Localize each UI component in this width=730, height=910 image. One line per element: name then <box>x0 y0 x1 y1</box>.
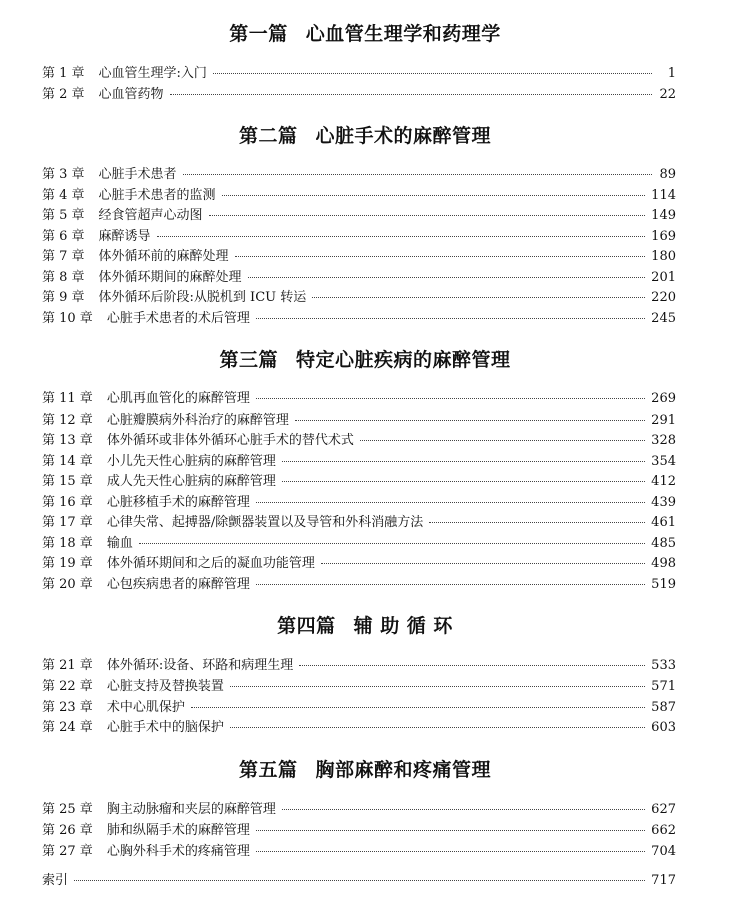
index-title: 索引 <box>42 873 69 888</box>
chapter-number: 第 3 章 <box>42 167 85 182</box>
chapter-number: 第 19 章 <box>42 556 93 571</box>
page-number: 149 <box>651 208 676 223</box>
page-number: 89 <box>659 167 676 182</box>
toc-entry[interactable] <box>42 452 676 472</box>
chapter-title: 心律失常、起搏器/除颤器装置以及导管和外科消融方法 <box>106 515 424 530</box>
toc-entry[interactable] <box>42 656 676 676</box>
toc-entry[interactable] <box>42 206 676 226</box>
page-number: 1 <box>667 66 676 81</box>
chapter-number: 第 23 章 <box>42 700 93 715</box>
chapter-number: 第 13 章 <box>42 433 93 448</box>
toc-entry[interactable] <box>42 227 676 247</box>
toc-entry[interactable] <box>42 698 676 718</box>
chapter-title: 心血管药物 <box>98 87 164 102</box>
chapter-number: 第 5 章 <box>42 208 85 223</box>
toc-entry[interactable] <box>42 247 676 267</box>
chapter-title: 心脏手术患者的术后管理 <box>106 311 250 326</box>
page-number: 717 <box>651 873 676 888</box>
chapter-number: 第 12 章 <box>42 413 93 428</box>
dot-leader <box>183 173 652 175</box>
dot-leader <box>230 726 645 728</box>
toc-entry[interactable] <box>42 718 676 738</box>
page-number: 169 <box>651 229 676 244</box>
page-number: 22 <box>659 87 676 102</box>
toc-entry-index[interactable] <box>42 871 676 891</box>
toc-entry[interactable] <box>42 186 676 206</box>
toc-entry[interactable] <box>42 268 676 288</box>
page-number: 220 <box>651 290 676 305</box>
chapter-title: 心肌再血管化的麻醉管理 <box>106 391 250 406</box>
dot-leader <box>256 317 645 319</box>
page-number: 519 <box>651 577 676 592</box>
toc-entry[interactable] <box>42 165 676 185</box>
chapter-title: 体外循环或非体外循环心脏手术的替代术式 <box>106 433 354 448</box>
page-number: 245 <box>651 311 676 326</box>
page-number: 180 <box>651 249 676 264</box>
chapter-title: 心脏手术患者的监测 <box>98 188 216 203</box>
chapter-title: 术中心肌保护 <box>106 700 185 715</box>
chapter-number: 第 26 章 <box>42 823 93 838</box>
dot-leader <box>256 850 645 852</box>
chapter-number: 第 25 章 <box>42 802 93 817</box>
chapter-number: 第 20 章 <box>42 577 93 592</box>
page-number: 461 <box>651 515 676 530</box>
dot-leader <box>321 562 645 564</box>
page-number: 114 <box>651 188 676 203</box>
part-title: 第五篇 胸部麻醉和疼痛管理 <box>238 759 492 781</box>
toc-entry[interactable] <box>42 309 676 329</box>
dot-leader <box>256 501 645 503</box>
dot-leader <box>222 194 646 196</box>
chapter-title: 成人先天性心脏病的麻醉管理 <box>106 474 276 489</box>
chapter-number: 第 9 章 <box>42 290 85 305</box>
page-number: 269 <box>651 391 676 406</box>
chapter-title: 麻醉诱导 <box>98 229 151 244</box>
chapter-number: 第 15 章 <box>42 474 93 489</box>
dot-leader <box>312 296 645 298</box>
chapter-title: 肺和纵隔手术的麻醉管理 <box>106 823 250 838</box>
toc-entry[interactable] <box>42 85 676 105</box>
chapter-title: 心脏支持及替换装置 <box>106 679 224 694</box>
dot-leader <box>230 685 645 687</box>
chapter-number: 第 2 章 <box>42 87 85 102</box>
page-number: 587 <box>651 700 676 715</box>
dot-leader <box>157 235 646 237</box>
page-number: 485 <box>651 536 676 551</box>
chapter-title: 心脏手术中的脑保护 <box>106 720 224 735</box>
dot-leader <box>295 419 645 421</box>
toc-entry[interactable] <box>42 534 676 554</box>
toc-entry[interactable] <box>42 64 676 84</box>
toc-entry[interactable] <box>42 554 676 574</box>
toc-entry[interactable] <box>42 431 676 451</box>
toc-entry[interactable] <box>42 800 676 820</box>
toc-entry[interactable] <box>42 513 676 533</box>
dot-leader <box>170 93 652 95</box>
chapter-title: 体外循环前的麻醉处理 <box>98 249 229 264</box>
chapter-number: 第 4 章 <box>42 188 85 203</box>
dot-leader <box>299 664 645 666</box>
dot-leader <box>235 255 646 257</box>
toc-entry[interactable] <box>42 493 676 513</box>
toc-entry[interactable] <box>42 821 676 841</box>
toc-entry[interactable] <box>42 411 676 431</box>
page-number: 291 <box>651 413 676 428</box>
chapter-title: 经食管超声心动图 <box>98 208 203 223</box>
page-number: 571 <box>651 679 676 694</box>
page-number: 627 <box>651 802 676 817</box>
dot-leader <box>282 808 645 810</box>
part-title: 第二篇 心脏手术的麻醉管理 <box>238 125 492 147</box>
toc-entry[interactable] <box>42 288 676 308</box>
chapter-number: 第 16 章 <box>42 495 93 510</box>
chapter-title: 输血 <box>106 536 133 551</box>
chapter-number: 第 11 章 <box>42 391 93 406</box>
chapter-title: 心脏手术患者 <box>98 167 177 182</box>
dot-leader <box>429 521 645 523</box>
chapter-number: 第 10 章 <box>42 311 93 326</box>
page-number: 328 <box>651 433 676 448</box>
chapter-title: 心血管生理学:入门 <box>98 66 207 81</box>
toc-entry[interactable] <box>42 575 676 595</box>
dot-leader <box>74 879 645 881</box>
chapter-number: 第 6 章 <box>42 229 85 244</box>
page-number: 533 <box>651 658 676 673</box>
chapter-title: 体外循环期间的麻醉处理 <box>98 270 242 285</box>
dot-leader <box>139 542 645 544</box>
chapter-title: 体外循环期间和之后的凝血功能管理 <box>106 556 315 571</box>
chapter-number: 第 7 章 <box>42 249 85 264</box>
dot-leader <box>209 214 646 216</box>
chapter-number: 第 8 章 <box>42 270 85 285</box>
dot-leader <box>360 439 645 441</box>
part-title: 第一篇 心血管生理学和药理学 <box>229 23 501 45</box>
chapter-title: 心包疾病患者的麻醉管理 <box>106 577 250 592</box>
page-number: 498 <box>651 556 676 571</box>
chapter-number: 第 1 章 <box>42 66 85 81</box>
chapter-title: 体外循环后阶段:从脱机到 ICU 转运 <box>98 290 307 305</box>
page-number: 412 <box>651 474 676 489</box>
dot-leader <box>191 706 645 708</box>
dot-leader <box>282 460 645 462</box>
dot-leader <box>213 72 652 74</box>
chapter-number: 第 21 章 <box>42 658 93 673</box>
chapter-title: 体外循环:设备、环路和病理生理 <box>106 658 294 673</box>
chapter-number: 第 24 章 <box>42 720 93 735</box>
page-number: 354 <box>651 454 676 469</box>
chapter-title: 胸主动脉瘤和夹层的麻醉管理 <box>106 802 276 817</box>
part-title: 第三篇 特定心脏疾病的麻醉管理 <box>219 349 511 371</box>
dot-leader <box>282 480 645 482</box>
chapter-number: 第 14 章 <box>42 454 93 469</box>
chapter-title: 心脏移植手术的麻醉管理 <box>106 495 250 510</box>
chapter-number: 第 27 章 <box>42 844 93 859</box>
chapter-title: 小儿先天性心脏病的麻醉管理 <box>106 454 276 469</box>
dot-leader <box>256 583 645 585</box>
page-number: 439 <box>651 495 676 510</box>
chapter-number: 第 18 章 <box>42 536 93 551</box>
toc-entry[interactable] <box>42 677 676 697</box>
chapter-number: 第 22 章 <box>42 679 93 694</box>
page-number: 662 <box>651 823 676 838</box>
page-number: 603 <box>651 720 676 735</box>
chapter-title: 心胸外科手术的疼痛管理 <box>106 844 250 859</box>
toc-entry[interactable] <box>42 389 676 409</box>
toc-entry[interactable] <box>42 842 676 862</box>
toc-entry[interactable] <box>42 472 676 492</box>
chapter-number: 第 17 章 <box>42 515 93 530</box>
dot-leader <box>256 397 645 399</box>
part-title: 第四篇 辅 助 循 环 <box>277 615 453 637</box>
dot-leader <box>248 276 646 278</box>
page-number: 201 <box>651 270 676 285</box>
dot-leader <box>256 829 645 831</box>
page-number: 704 <box>651 844 676 859</box>
chapter-title: 心脏瓣膜病外科治疗的麻醉管理 <box>106 413 289 428</box>
